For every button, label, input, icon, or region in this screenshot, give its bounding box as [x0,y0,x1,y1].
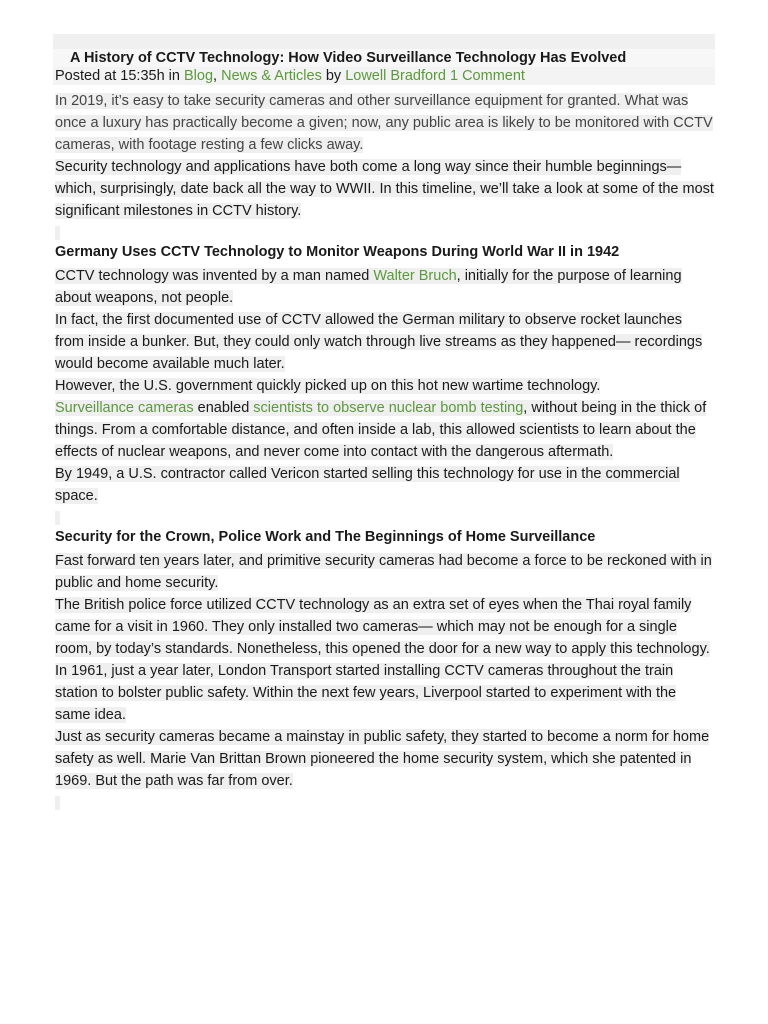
category-separator: , [213,68,222,84]
title-bar [53,34,715,50]
section1-p1-text-before: CCTV technology was invented by a man named [55,268,374,284]
category-link-news[interactable]: News & Articles [221,68,322,84]
section1-p2-text: In fact, the first documented use of CCTV allowed the German military to observe rocket launches from inside a bunker. But, they could only watch through live streams as they happened— recordings would become available much later. [55,312,703,372]
author-link[interactable]: Lowell Bradford [345,68,446,84]
intro-paragraph-1 [53,90,715,156]
section1-p3-text: However, the U.S. government quickly picked up on this hot new wartime technology. [55,378,601,394]
article [53,34,715,810]
section2-p2-text: The British police force utilized CCTV technology as an extra set of eyes when the Thai royal family came for a visit in 1960. They only installed two cameras— which may not be enough for a single room, by today’s standards. Nonetheless, this opened the door for a new way to apply this technology. [55,597,710,657]
section2-p4-text: Just as security cameras became a mainstay in public safety, they started to become a norm for home safety as well. Marie Van Brittan Brown pioneered the home security system, which she patented in 1969. But the path was far from over. [55,729,710,789]
posted-label: Posted at 15:35h in [55,68,184,84]
section2-paragraph-4 [53,726,715,792]
intro-paragraph-2 [53,156,715,222]
section1-paragraph-5 [53,463,715,507]
walter-bruch-link[interactable]: Walter Bruch [373,268,457,284]
category-link-blog[interactable]: Blog [184,68,214,84]
intro-text-2: Security technology and applications have both come a long way since their humble beginnings— which, surprisingly, date back all the way to WWII. In this timeline, we’ll take a look at some of the most significant milestones in CCTV history. [55,159,714,219]
section2-paragraph-2 [53,594,715,660]
section1-p1-text-after: , initially for the purpose of learning about weapons, not people. [55,268,682,306]
nuclear-testing-link[interactable]: scientists to observe nuclear bomb testing [253,400,524,416]
section1-paragraph-2 [53,309,715,375]
section1-paragraph-3 [53,375,715,397]
by-label: by [321,68,346,84]
section-divider [55,511,60,525]
section2-paragraph-1 [53,550,715,594]
intro-text-1: In 2019, it’s easy to take security cameras and other surveillance equipment for granted. What was once a luxury has practically become a given; now, any public area is likely to be monitored with CCTV cameras, with footage resting a few clicks away. [55,93,713,153]
section-divider [55,796,60,810]
section1-p4-text-mid: enabled [193,400,254,416]
section1-p5-text: By 1949, a U.S. contractor called Vericon started selling this technology for use in the commercial space. [55,466,680,504]
section2-p3-text: In 1961, just a year later, London Transport started installing CCTV cameras throughout the train station to bolster public safety. Within the next few years, Liverpool started to experiment with the same idea. [55,663,677,723]
post-meta [53,67,715,85]
section1-paragraph-4 [53,397,715,463]
section-divider [55,226,60,240]
comments-link[interactable]: 1 Comment [449,68,525,84]
section-heading: Security for the Crown, Police Work and The Beginnings of Home Surveillance [55,529,596,545]
surveillance-cameras-link[interactable]: Surveillance cameras [55,400,194,416]
section1-paragraph-1 [53,265,715,309]
section2-paragraph-3 [53,660,715,726]
section2-p1-text: Fast forward ten years later, and primitive security cameras had become a force to be reckoned with in public and home security. [55,553,712,591]
section-heading: Germany Uses CCTV Technology to Monitor Weapons During World War II in 1942 [55,244,620,260]
section1-p4-text-after: , without being in the thick of things. From a comfortable distance, and often inside a lab, this allowed scientists to learn about the effects of nuclear weapons, and never come into contact with the dangerous aftermath. [55,400,707,460]
article-title: A History of CCTV Technology: How Video Surveillance Technology Has Evolved [53,49,715,67]
